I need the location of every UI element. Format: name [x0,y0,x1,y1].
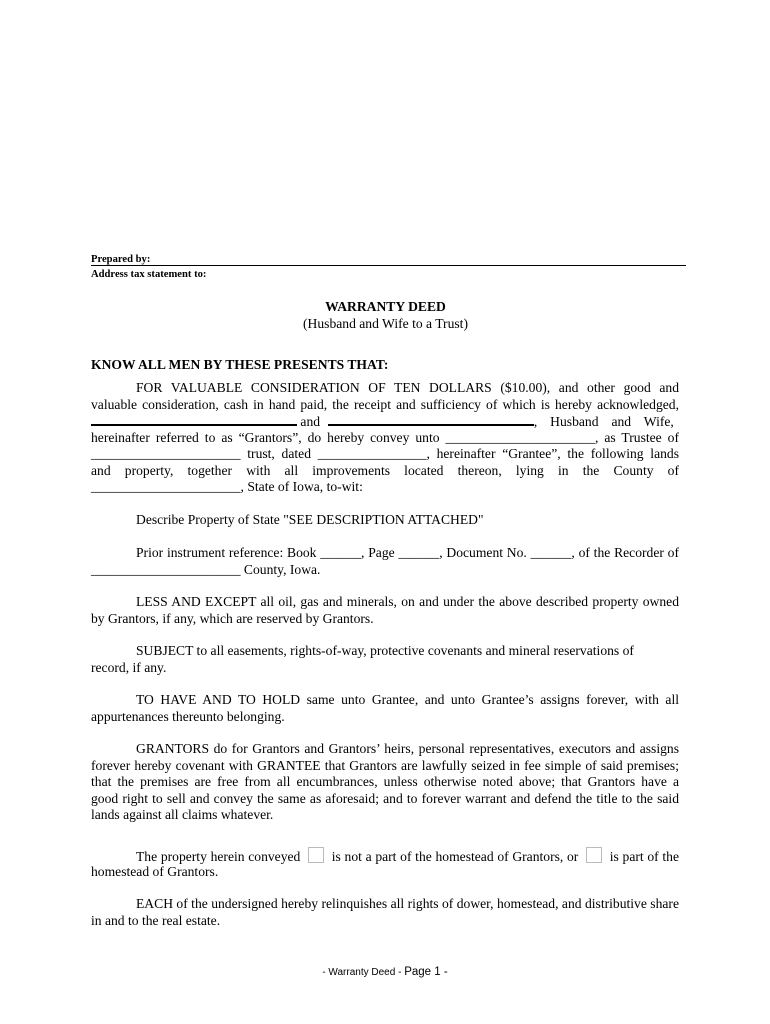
subject-line-1: SUBJECT to all easements, rights-of-way, protective covenants and mineral reservations of [136,643,634,658]
habendum-paragraph [91,692,679,725]
address-tax-label: Address tax statement to: [91,269,207,280]
footer-label: - Warranty Deed - [322,967,402,978]
convey-unto-text: hereinafter referred to as “Grantors”, do hereby convey unto [91,429,440,445]
subject-paragraph [91,643,679,676]
and-word: and [300,414,321,429]
homestead-text-2: is not a part of the homestead of Grantors, or [331,849,579,864]
homestead-line-1 [91,847,679,864]
grantee-text: , hereinafter “Grantee”, the following lands [426,446,680,461]
consideration-line-2: valuable consideration, cash in hand paid, the receipt and sufficiency of which is hereby acknowledged, [91,396,679,412]
county-blank[interactable]: ______________________ [91,479,241,494]
consideration-line-5 [91,446,679,463]
consideration-line-7 [91,479,679,496]
covenant-line-3: that the premises are free from all encumbrances, unless otherwise noted above; that Grantors have a [91,774,679,789]
document-title: WARRANTY DEED [325,299,446,314]
relinquish-paragraph [91,896,679,929]
husband-wife-text: , Husband and Wife, [533,414,674,429]
habendum-line-1: TO HAVE AND TO HOLD same unto Grantee, and unto Grantee’s assigns forever, with all [136,692,679,707]
homestead-line-2: homestead of Grantors. [91,863,219,879]
relinquish-line-2: in and to the real estate. [91,912,221,928]
habendum-line-2: appurtenances thereunto belonging. [91,708,285,724]
not-homestead-checkbox[interactable] [308,847,324,863]
consideration-line-1: FOR VALUABLE CONSIDERATION OF TEN DOLLARS ($10.00), and other good and [136,380,679,395]
page-footer [0,964,770,981]
document-subtitle: (Husband and Wife to a Trust) [303,316,468,331]
describe-property-paragraph [91,512,679,529]
prior-instrument-line-1: Prior instrument reference: Book ______, Page ______, Document No. ______, of the Recorder of [136,545,679,560]
header-divider [91,265,686,266]
prior-instrument-line-2: ______________________ County, Iowa. [91,561,321,577]
trust-date-blank[interactable]: ________________ [317,446,427,461]
describe-property-text: Describe Property of State "SEE DESCRIPTION ATTACHED" [136,512,484,527]
consideration-paragraph [91,380,679,496]
grantor-name-blank-2[interactable] [328,413,534,426]
grantor-name-blank-1[interactable] [91,413,297,426]
homestead-text-1: The property herein conveyed [136,849,301,864]
homestead-paragraph [91,847,679,880]
homestead-text-3: is part of the [609,849,679,864]
trust-name-blank[interactable]: ______________________ [91,446,241,461]
consideration-line-6: and property, together with all improvements located thereon, lying in the County of [91,462,679,478]
state-of-iowa-text: , State of Iowa, to-wit: [240,479,363,494]
subject-line-2: record, if any. [91,659,167,675]
footer-page-number: Page 1 - [404,966,448,978]
consideration-line-3 [91,413,679,430]
covenant-line-4: good right to sell and convey the same as aforesaid; and to forever warrant and defend the title to the said [91,790,679,806]
know-all-men-heading: KNOW ALL MEN BY THESE PRESENTS THAT: [91,357,389,372]
covenant-paragraph [91,741,679,824]
covenant-line-5: lands against all claims whatever. [91,807,274,822]
less-except-line-1: LESS AND EXCEPT all oil, gas and minerals, on and under the above described property owned [136,594,679,609]
covenant-line-2: forever hereby covenant with GRANTEE that Grantors are lawfully seized in fee simple of said premises; [91,757,679,773]
as-trustee-text: , as Trustee of [595,429,679,445]
trust-dated-text: trust, dated [247,446,311,461]
relinquish-line-1: EACH of the undersigned hereby relinquishes all rights of dower, homestead, and distributive share [136,896,679,911]
covenant-line-1: GRANTORS do for Grantors and Grantors’ heirs, personal representatives, executors and assigns [136,741,679,756]
less-except-paragraph [91,594,679,627]
is-homestead-checkbox[interactable] [586,847,602,863]
trustee-name-blank[interactable]: ______________________ [445,429,596,445]
prepared-by-label: Prepared by: [91,254,151,265]
prior-instrument-paragraph [91,545,679,578]
consideration-line-4 [91,430,679,447]
less-except-line-2: by Grantors, if any, which are reserved by Grantors. [91,610,374,626]
